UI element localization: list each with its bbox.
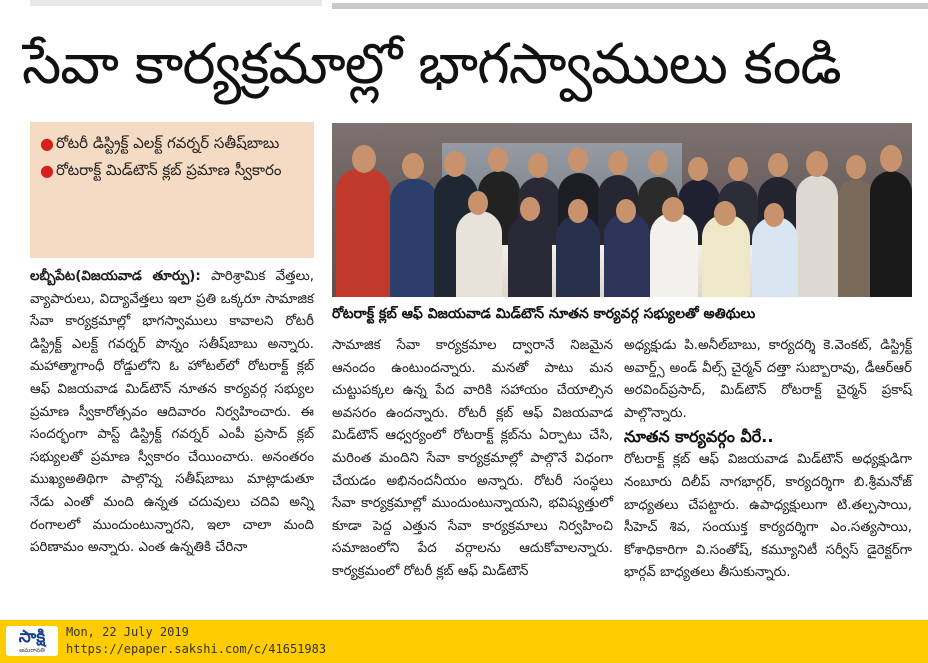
dateline: లబ్బీపేట(విజయవాడ తూర్పు): [30,269,201,284]
section-subhead: నూతన కార్యవర్గం వీరే.. [624,427,774,447]
photo-caption: రోటరాక్ట్ క్లబ్ ఆఫ్ విజయవాడ మిడ్‌టౌన్ నూతన కార్యవర్గ సభ్యులతో అతిథులు [332,306,756,322]
highlights-box [30,122,314,258]
article-column-2 [332,335,613,584]
article-body-text: అధ్యక్షుడు పి.అనీల్‌బాబు, కార్యదర్శి కె.వెంకట్, డిస్ట్రిక్ట్ అవార్డ్స్ అండ్ వీల్స్ చైర్మన్ దత్తా సుబ్బారావు, డీఆర్‌ఆర్ అరవింద్‌ప్రసాద్, మిడ్‌టౌన్ రోటరాక్ట్ చైర్మన్ ప్రకాష్ పాల్గొన్నారు. [624,338,912,421]
article-headline: సేవా కార్యక్రమాల్లో భాగస్వాములు కండి [22,32,841,97]
sakshi-logo [6,626,58,656]
highlight-item [40,130,306,157]
article-column-1 [30,266,314,560]
article-column-3 [624,335,912,585]
epaper-link[interactable]: https://epaper.sakshi.com/c/41651983 [66,642,327,656]
footer-bar [0,620,928,663]
publication-date: Mon, 22 July 2019 [66,625,189,639]
logo-subtext: అమరావతి [19,647,45,654]
highlight-item [40,157,306,184]
logo-text: సాక్షి [18,627,46,647]
highlight-text: రోటరాక్ట్ మిడ్‌టౌన్ క్లబ్ ప్రమాణ స్వీకారం [56,161,282,179]
bullet-dot-icon: ● [40,134,54,153]
highlight-text: రోటరీ డిస్ట్రిక్ట్ ఎలక్ట్ గవర్నర్ సతీష్‌బాబు [56,134,280,152]
article-body-text: రోటరాక్ట్ క్లబ్ ఆఫ్ విజయవాడ మిడ్‌టౌన్ అధ్యక్షుడిగా నంబూరు దిలీప్ నాగభార్గర్, కార్యదర్శిగా బి.శ్రీమనోజ్ బాధ్యతలు చేపట్టారు. ఉపాధ్యక్షులుగా టి.తల్పసాయి, సీహెచ్ శివ, సంయుక్త కార్యదర్శిగా ఎం.సత్యసాయి, కోశాధికారిగా వి.సంతోష్, కమ్యూనిటీ సర్వీస్ డైరెక్టర్‌గా భార్గవ్ బాధ్యతలు తీసుకున్నారు. [624,452,912,581]
top-rule-left [30,0,322,6]
bullet-dot-icon: ● [40,161,54,180]
article-body-text: సామాజిక సేవా కార్యక్రమాల ద్వారానే నిజమైన ఆనందం ఉంటుందన్నారు. మనతో పాటు మన చుట్టుపక్కల ఉన్న పేద వారికి సహాయం చేయాల్సిన అవసరం ఉందన్నారు. రోటరీ క్లబ్ ఆఫ్ విజయవాడ మిడ్‌టౌన్ ఆధ్వర్యంలో రోటరాక్ట్ క్లబ్‌ను ఏర్పాటు చేసి, మరింత మందిని సేవా కార్యక్రమాల్లో పాల్గొనే విధంగా చేయడం అభినందనీయం అన్నారు. రోటరీ సంస్థలు సేవా కార్యక్రమాల్లో ముందుంటున్నాయని, భవిష్యత్తులో కూడా పెద్ద ఎత్తున సేవా కార్యక్రమాలు నిర్వహించి సమాజంలోని పేద వర్గాలను ఆదుకోవాలన్నారు. కార్యక్రమంలో రోటరీ క్లబ్ ఆఫ్ మిడ్‌టౌన్ [332,338,613,579]
article-body-text: పారిశ్రామిక వేత్తలు, వ్యాపారులు, విద్యావేత్తలు ఇలా ప్రతి ఒక్కరూ సామాజిక సేవా కార్యక్రమాల్లో భాగస్వాములు కావాలని రోటరీ డిస్ట్రిక్ట్ ఎలక్ట్ గవర్నర్ పొన్నం సతీష్‌బాబు అన్నారు. మహాత్మాగాంధీ రోడ్డులోని ఓ హోటల్‌లో రోటరాక్ట్ క్లబ్ ఆఫ్ విజయవాడ మిడ్‌టౌన్ నూతన కార్యవర్గ సభ్యుల ప్రమాణ స్వీకారోత్సవం ఆదివారం నిర్వహించారు. ఈ సందర్భంగా పాస్ట్ డిస్ట్రిక్ట్ గవర్నర్ ఎంపీ ప్రసాద్ క్లబ్ సభ్యులతో ప్రమాణ స్వీకారం చేయించారు. అనంతరం ముఖ్యఅతిథిగా పాల్గొన్న సతీష్‌బాబు మాట్లాడుతూ నేడు ఎంతో మంది ఉన్నత చదువులు చదివి అన్ని రంగాలలో ముందుంటున్నారని, ఇలా చాలా మంది పరిణామం అన్నారు. ఎంత ఉన్నతికి చేరినా [30,269,314,556]
group-photo [332,123,912,297]
top-rule-right [332,3,928,9]
